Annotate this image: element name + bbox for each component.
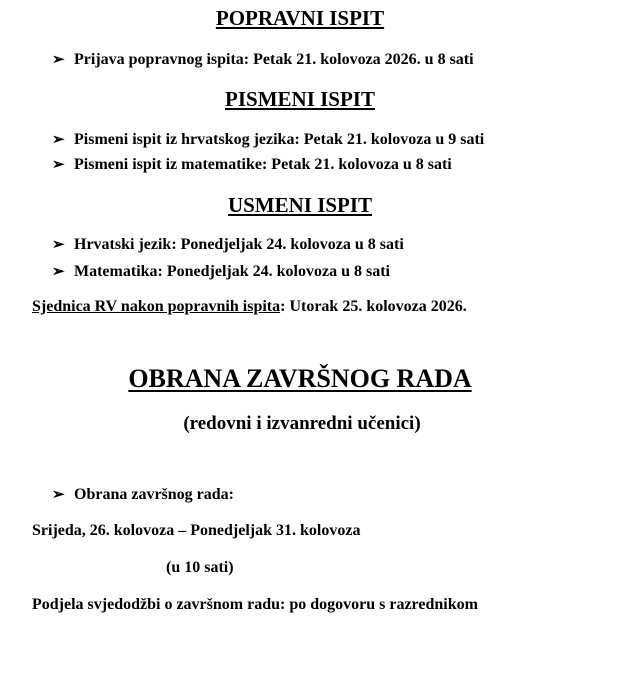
sjednica-line [32,298,467,316]
list-item: ➢ Pismeni ispit iz hrvatskog jezika: Petak 21. kolovoza u 9 sati [52,131,485,148]
arrow-bullet-icon: ➢ [52,237,65,253]
arrow-bullet-icon: ➢ [52,157,65,173]
arrow-bullet-icon: ➢ [52,52,65,68]
list-item: ➢ Obrana završnog rada: [52,486,234,503]
list-item: ➢ Pismeni ispit iz matematike: Petak 21. kolovoza u 8 sati [52,156,452,173]
obrana-time: (u 10 sati) [166,559,234,576]
obrana-dates: Srijeda, 26. kolovoza – Ponedjeljak 31. kolovoza [32,522,361,539]
list-item: ➢ Prijava popravnog ispita: Petak 21. kolovoza 2026. u 8 sati [52,51,474,68]
obrana-subtitle: (redovni i izvanredni učenici) [183,413,421,434]
usmeni-ispit-heading: USMENI ISPIT [227,193,373,217]
pismeni-ispit-heading: PISMENI ISPIT [225,87,375,111]
obrana-heading: OBRANA ZAVRŠNOG RADA [128,364,472,393]
list-item: ➢ Matematika: Ponedjeljak 24. kolovoza u 8 sati [52,263,390,280]
popravni-ispit-heading: POPRAVNI ISPIT [215,6,385,30]
podjela-line: Podjela svjedodžbi o završnom radu: po dogovoru s razrednikom [32,596,478,613]
sjednica-label: Sjednica RV nakon popravnih ispita [32,298,281,315]
arrow-bullet-icon: ➢ [52,487,65,503]
sjednica-value: : Utorak 25. kolovoza 2026. [280,298,467,315]
arrow-bullet-icon: ➢ [52,132,65,148]
list-item: ➢ Hrvatski jezik: Ponedjeljak 24. kolovoza u 8 sati [52,236,404,253]
arrow-bullet-icon: ➢ [52,264,65,280]
